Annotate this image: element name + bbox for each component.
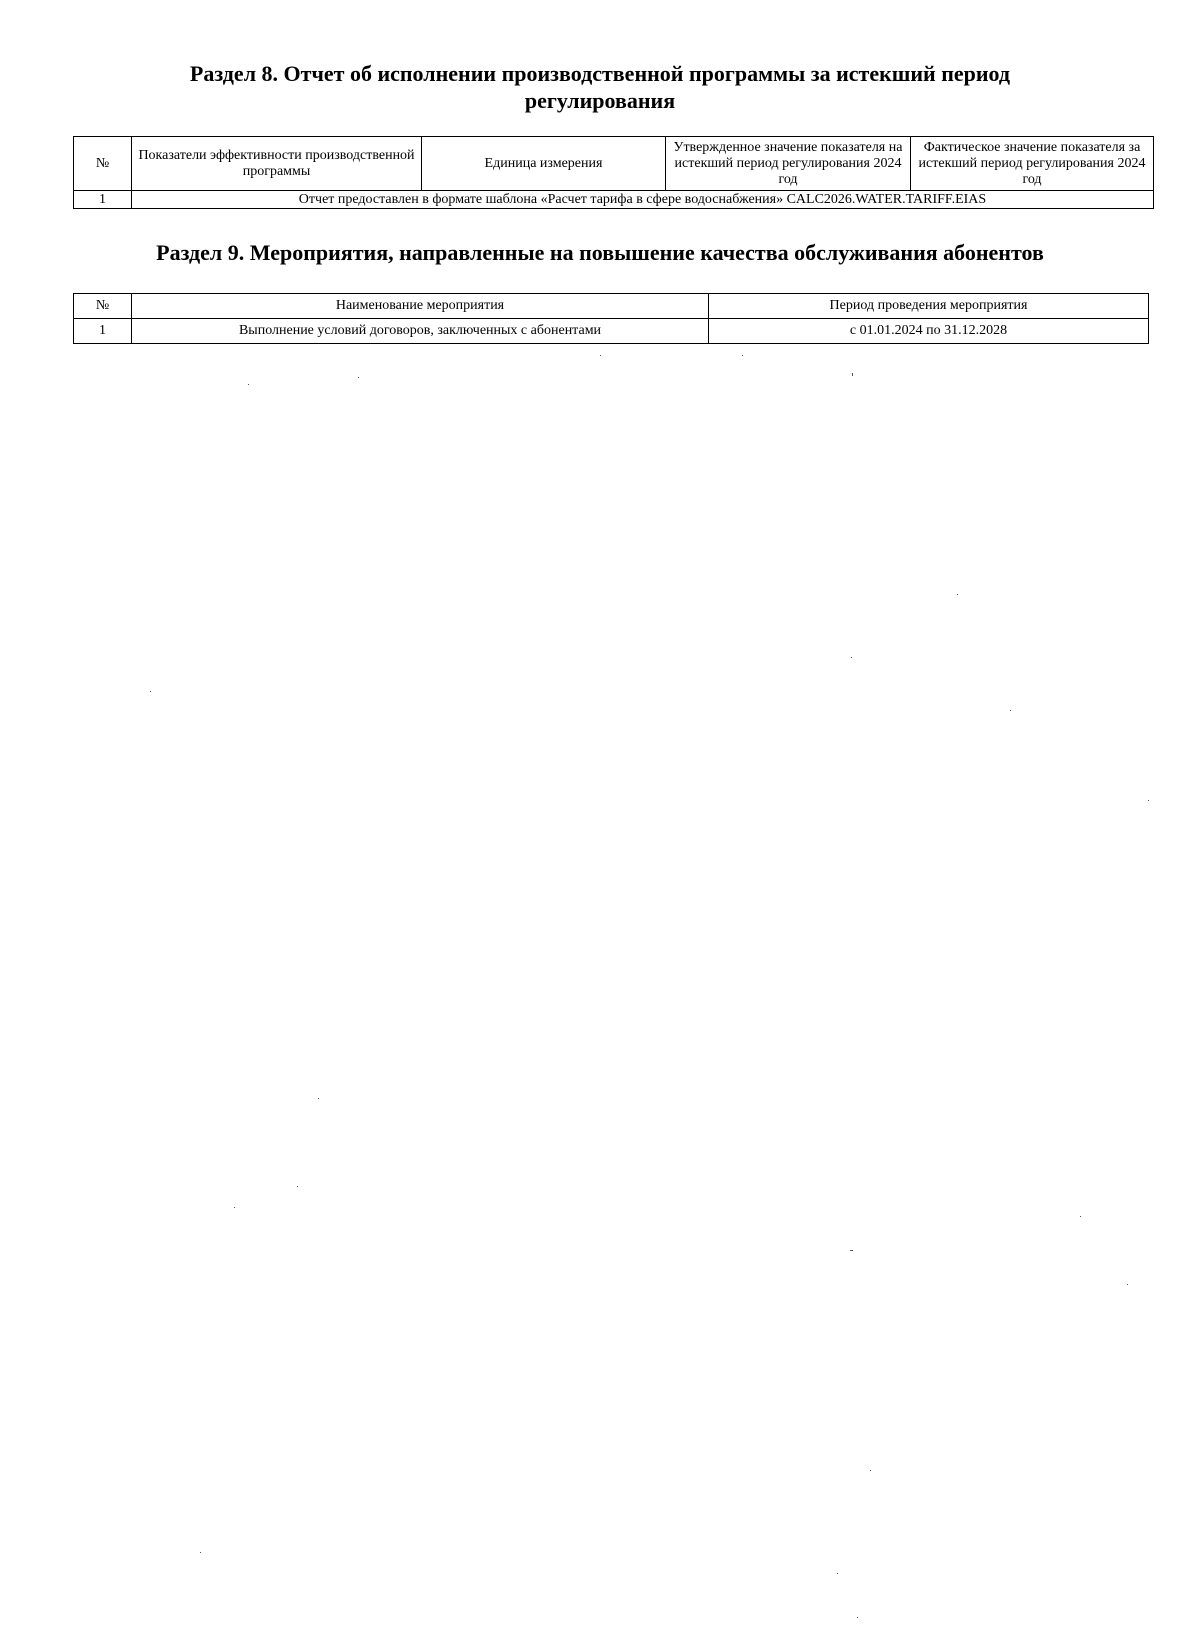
service-quality-measures-table	[73, 293, 1149, 344]
header-approved-value: Утвержденное значение показателя на истекший период регулирования 2024 год	[666, 137, 911, 191]
header-unit: Единица измерения	[422, 137, 666, 191]
row-report-note: Отчет предоставлен в формате шаблона «Расчет тарифа в сфере водоснабжения» CALC2026.WATER.TARIFF.EIAS	[132, 191, 1154, 209]
header-indicators: Показатели эффективности производственной программы	[132, 137, 422, 191]
scan-speck	[837, 1573, 838, 1574]
scan-speck	[358, 377, 359, 378]
scan-speck	[852, 373, 853, 376]
scan-speck	[857, 1617, 858, 1618]
scan-speck	[851, 657, 852, 658]
scan-speck	[1080, 1216, 1081, 1217]
scan-speck	[248, 384, 249, 385]
header-measure-period: Период проведения мероприятия	[709, 294, 1149, 319]
scan-speck	[200, 1552, 201, 1553]
scan-speck	[1010, 710, 1011, 711]
scan-speck	[150, 691, 151, 692]
scan-speck	[742, 355, 743, 356]
table-row	[74, 191, 1154, 209]
scan-speck	[600, 355, 601, 356]
table-header-row	[74, 294, 1149, 319]
scan-speck	[318, 1098, 319, 1099]
header-number: №	[74, 137, 132, 191]
header-number: №	[74, 294, 132, 319]
header-actual-value: Фактическое значение показателя за истекший период регулирования 2024 год	[911, 137, 1154, 191]
table-row	[74, 319, 1149, 344]
scan-speck	[297, 1186, 298, 1187]
scan-speck	[850, 1250, 853, 1251]
scan-speck	[870, 1470, 871, 1471]
row-number: 1	[74, 319, 132, 344]
scan-speck	[1127, 1284, 1128, 1285]
scan-speck	[957, 594, 958, 595]
header-measure-name: Наименование мероприятия	[132, 294, 709, 319]
production-program-report-table	[73, 136, 1154, 209]
section-9-title: Раздел 9. Мероприятия, направленные на повышение качества обслуживания абонентов	[156, 240, 1044, 265]
scan-speck	[1148, 800, 1149, 801]
row-number: 1	[74, 191, 132, 209]
table-header-row	[74, 137, 1154, 191]
row-measure-period: с 01.01.2024 по 31.12.2028	[709, 319, 1149, 344]
section-8-title: Раздел 8. Отчет об исполнении производственной программы за истекший период регулирования	[189, 61, 1011, 113]
scan-speck	[234, 1207, 235, 1208]
row-measure-name: Выполнение условий договоров, заключенных с абонентами	[132, 319, 709, 344]
